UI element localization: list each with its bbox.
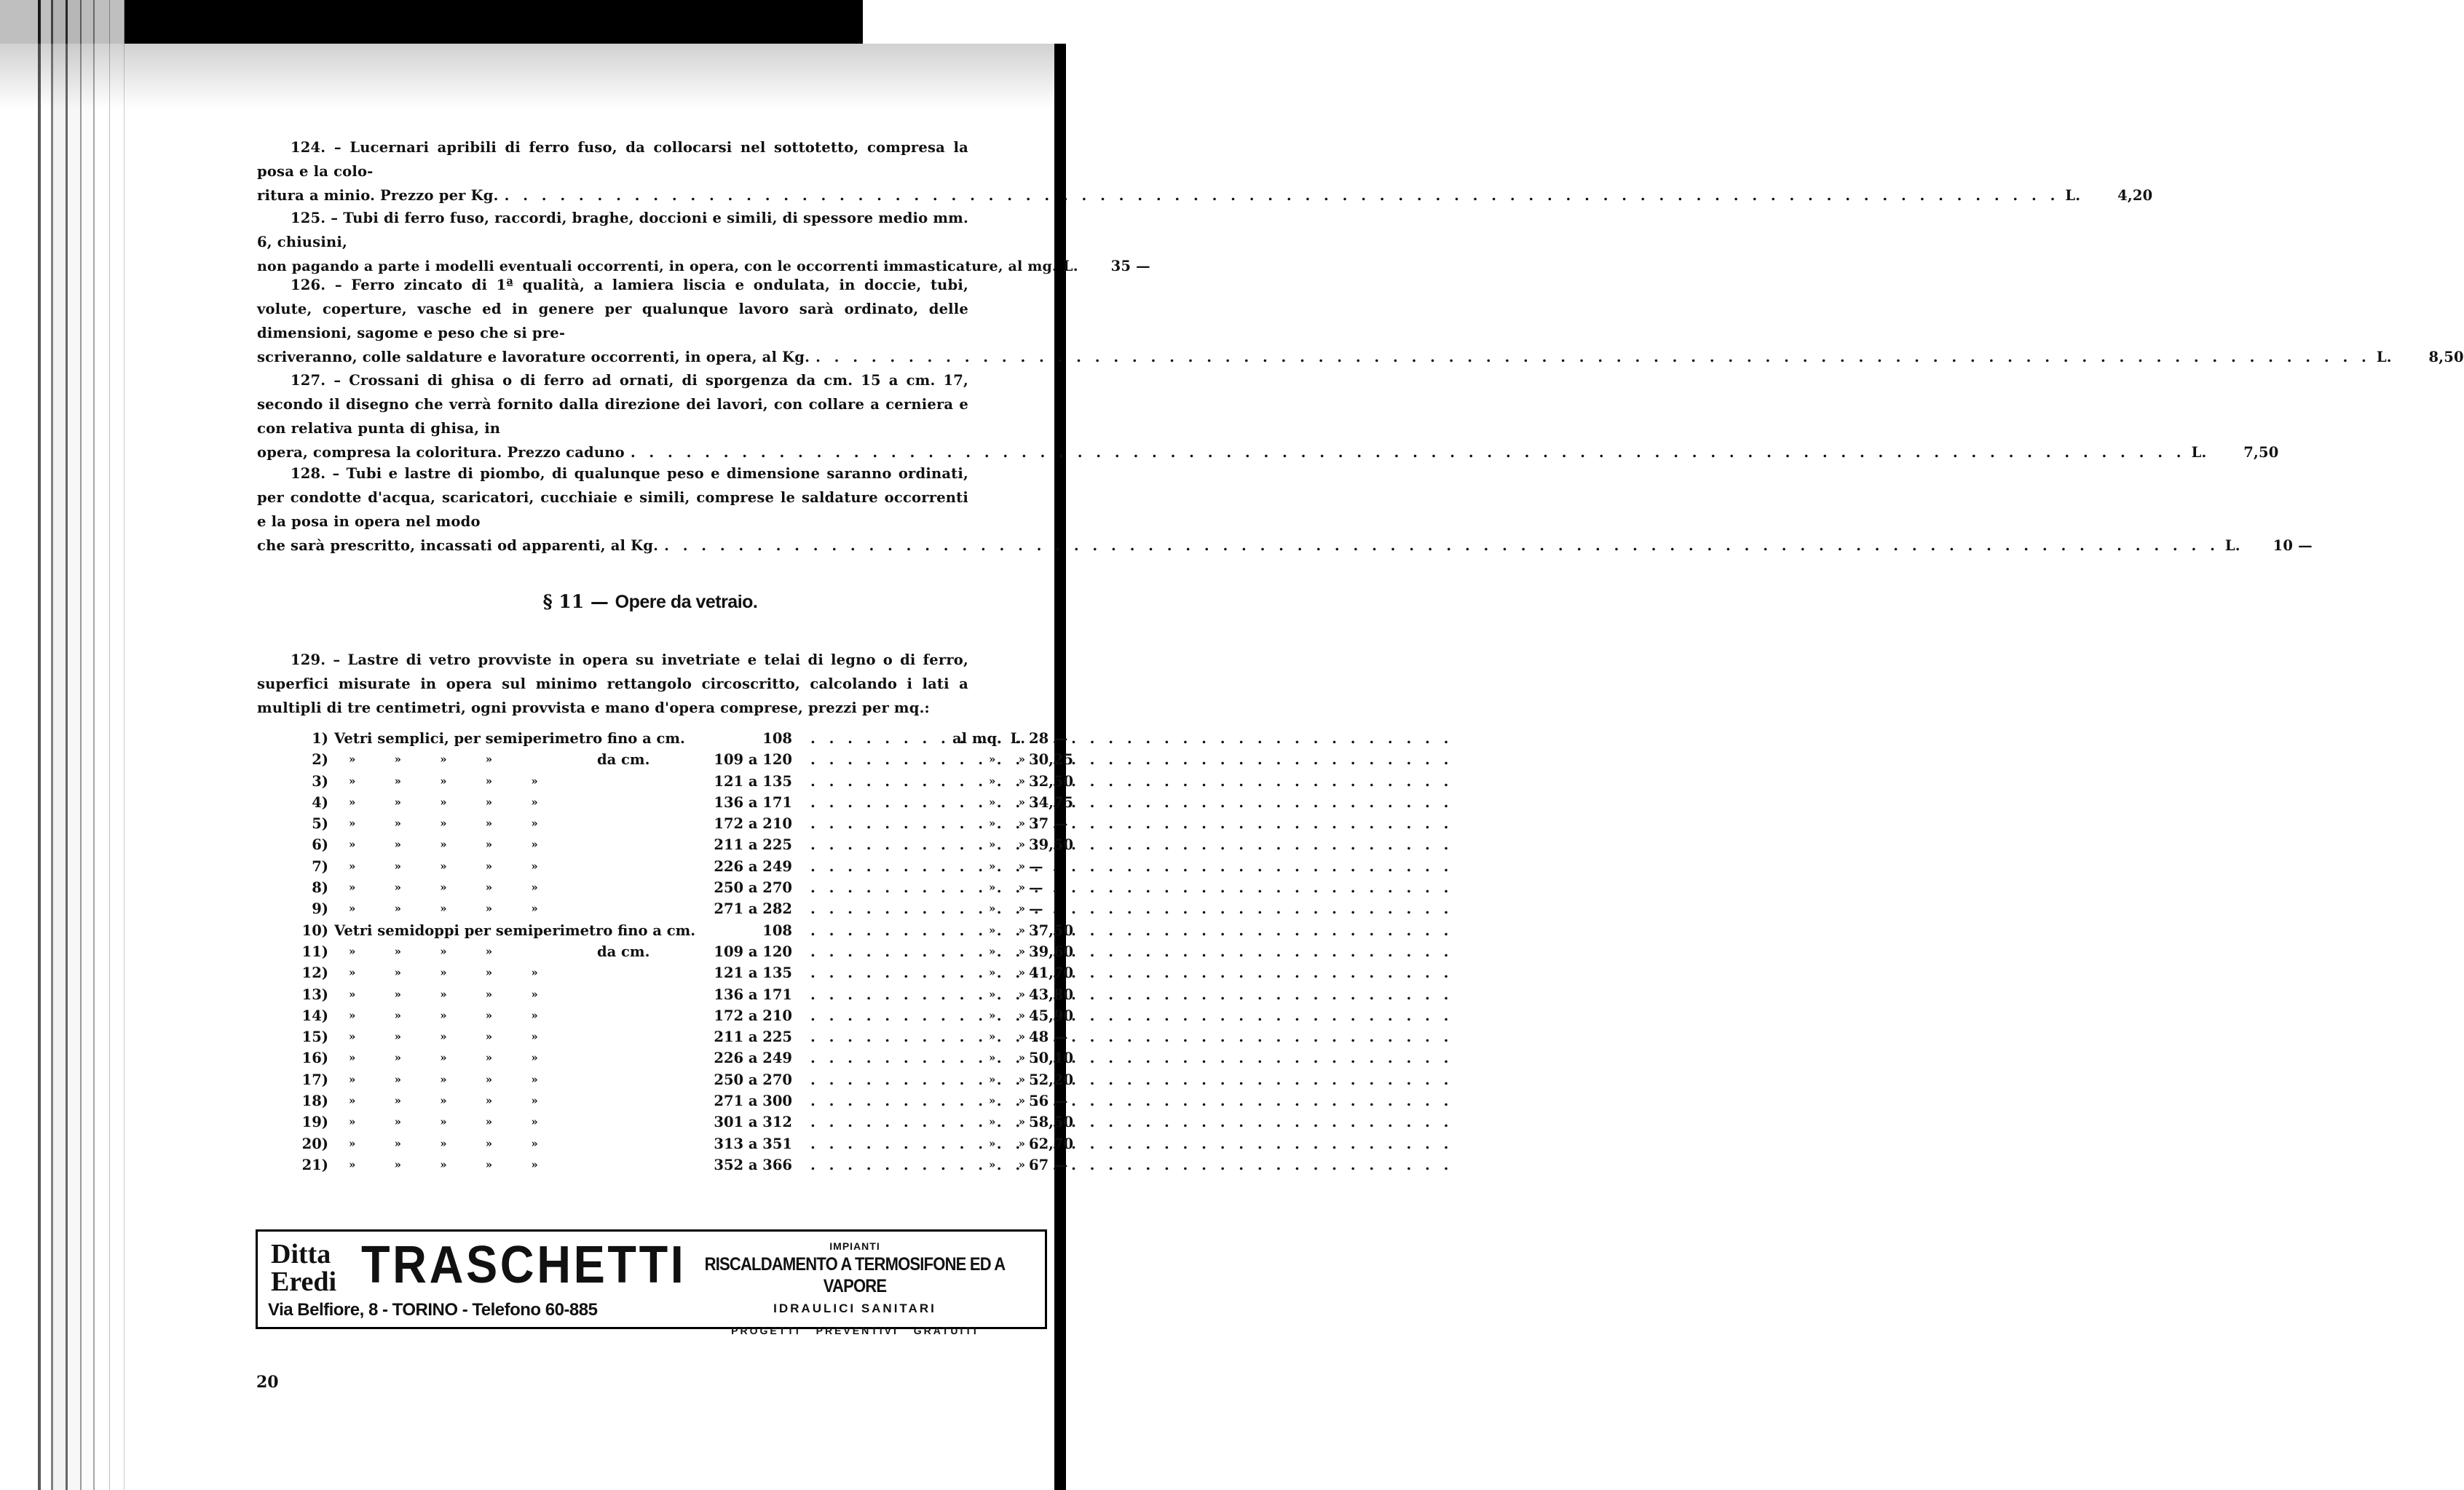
row-price: 30,25	[1029, 751, 1074, 769]
item-currency: L.	[2376, 349, 2392, 365]
item-125	[257, 206, 1150, 279]
row-unit: »	[989, 859, 996, 873]
row-range: 211 a 225	[714, 1029, 792, 1046]
row-price: —	[1029, 857, 1043, 875]
item-price: 10 —	[2273, 537, 2313, 554]
row-number: 11)	[301, 943, 328, 960]
item-last-line: opera, compresa la coloritura. Prezzo caduno	[257, 444, 625, 461]
row-currency: »	[1018, 1030, 1025, 1044]
item-last-line: ritura a minio. Prezzo per Kg.	[257, 187, 499, 204]
row-price: 62,70	[1029, 1135, 1074, 1152]
leader-dots	[816, 345, 2371, 369]
row-ditto-marks: » » » »	[349, 753, 493, 766]
leader-dots	[810, 1047, 985, 1069]
item-number: 127.	[291, 372, 326, 389]
row-currency: »	[1018, 944, 1025, 958]
row-unit: »	[989, 838, 996, 852]
row-range: 108	[762, 922, 792, 939]
leader-dots	[810, 1026, 985, 1047]
row-price: 50,10	[1029, 1050, 1074, 1067]
item-price: 35 —	[1110, 258, 1150, 274]
leader-dots	[810, 1154, 985, 1176]
leader-dots	[810, 962, 985, 983]
row-ditto-marks: » » » » »	[349, 1115, 538, 1129]
item-price-line	[257, 345, 2464, 369]
leader-dots	[664, 534, 2219, 558]
row-price: 28 —	[1029, 730, 1068, 747]
table-row	[257, 984, 1074, 1005]
table-row	[257, 749, 1074, 770]
item-currency: L.	[1062, 258, 1078, 274]
row-ditto-marks: » » » » »	[349, 1030, 538, 1044]
leader-dots	[810, 856, 985, 877]
row-ditto-marks: » » » » »	[349, 1051, 538, 1065]
row-price: 34,75	[1029, 793, 1074, 811]
row-range: 109 a 120	[714, 751, 792, 769]
row-currency: L.	[1010, 730, 1025, 747]
row-currency: »	[1018, 838, 1025, 852]
item-number: 126.	[291, 277, 326, 293]
row-unit: »	[989, 753, 996, 766]
row-ditto-marks: » » » » »	[349, 1136, 538, 1150]
row-range: 250 a 270	[714, 1071, 792, 1088]
row-currency: »	[1018, 1136, 1025, 1150]
row-unit: »	[989, 795, 996, 809]
ad-eredi: Eredi	[271, 1267, 337, 1297]
row-price: 52,20	[1029, 1071, 1074, 1088]
row-number: 14)	[301, 1007, 328, 1024]
row-unit: »	[989, 881, 996, 895]
row-currency: »	[1018, 795, 1025, 809]
row-description: Vetri semidoppi per semiperimetro fino a cm.	[334, 922, 695, 939]
advertisement-box	[256, 1229, 1047, 1336]
item-currency: L.	[2224, 537, 2240, 554]
table-row	[257, 813, 1068, 834]
row-ditto-marks: » » » » »	[349, 1157, 538, 1171]
table-row	[257, 920, 1074, 941]
leader-dots	[810, 1133, 985, 1154]
row-unit: »	[989, 774, 996, 788]
leader-dots	[810, 728, 952, 749]
section-title: Opere da vetraio.	[615, 592, 758, 612]
row-range: 136 a 171	[714, 793, 792, 811]
leader-dots	[810, 813, 985, 834]
row-number: 12)	[301, 964, 328, 982]
row-currency: »	[1018, 881, 1025, 895]
leader-dots	[810, 1111, 985, 1133]
item-body: – Lucernari apribili di ferro fuso, da collocarsi nel sottotetto, compresa la posa e la colo-	[257, 139, 968, 180]
ad-riscaldamento: RISCALDAMENTO A TERMOSIFONE ED A VAPORE	[704, 1253, 1006, 1296]
row-currency: »	[1018, 859, 1025, 873]
ad-idraulici: IDRAULICI SANITARI	[773, 1301, 936, 1315]
page-top-shadow	[0, 44, 1054, 109]
row-number: 6)	[312, 836, 328, 854]
row-number: 13)	[301, 986, 328, 1003]
row-range: 226 a 249	[714, 1050, 792, 1067]
row-ditto-marks: » » » » »	[349, 966, 538, 980]
leader-dots	[810, 1090, 985, 1111]
row-currency: »	[1018, 1094, 1025, 1108]
leader-dots	[810, 984, 985, 1005]
row-range: 172 a 210	[714, 1007, 792, 1024]
row-price: 48 —	[1029, 1029, 1068, 1046]
table-row	[257, 1047, 1074, 1069]
book-page-edges	[0, 0, 240, 1490]
item-price: 7,50	[2243, 444, 2279, 461]
table-row	[257, 1090, 1068, 1111]
row-unit: »	[989, 817, 996, 831]
row-currency: »	[1018, 753, 1025, 766]
leader-dots	[810, 898, 985, 919]
leader-dots	[505, 183, 2060, 207]
glass-price-table	[257, 728, 1074, 1176]
row-currency: »	[1018, 923, 1025, 937]
item-price: 4,20	[2117, 187, 2153, 204]
row-price: 43,80	[1029, 986, 1074, 1003]
row-ditto-marks: » » » » »	[349, 859, 538, 873]
table-row	[257, 792, 1074, 813]
item-last-line: non pagando a parte i modelli eventuali occorrenti, in opera, con le occorrenti immasticature, al mg.	[257, 258, 1057, 274]
item-126	[257, 273, 2464, 369]
item-129	[257, 648, 968, 720]
item-body: – Tubi e lastre di piombo, di qualunque peso e dimensione saranno ordinati, per condotte d'acqua, scaricatori, cucchiaie e simili, comprese le saldature occorrenti e la posa in opera nel modo	[257, 465, 968, 530]
row-number: 18)	[301, 1093, 328, 1110]
row-unit: »	[989, 966, 996, 980]
item-number: 124.	[291, 139, 326, 156]
item-body: – Tubi di ferro fuso, raccordi, braghe, doccioni e simili, di spessore medio mm. 6, chiusini,	[257, 210, 968, 250]
leader-dots	[810, 1069, 985, 1090]
row-price: 39,60	[1029, 943, 1074, 960]
row-unit: »	[989, 1051, 996, 1065]
row-unit: »	[989, 902, 996, 916]
row-number: 2)	[312, 751, 328, 769]
leader-dots	[810, 877, 985, 898]
row-description: Vetri semplici, per semiperimetro fino a cm.	[334, 730, 685, 747]
item-body: – Ferro zincato di 1ª qualità, a lamiera liscia e ondulata, in doccie, tubi, volute, coperture, vasche ed in genere per qualunque lavoro sarà ordinato, delle dimensioni, sagome e peso che si pre-	[257, 277, 968, 341]
row-unit: »	[989, 1136, 996, 1150]
row-range: 172 a 210	[714, 815, 792, 833]
row-unit: »	[989, 1094, 996, 1108]
table-row	[257, 771, 1074, 792]
item-currency: L.	[2065, 187, 2081, 204]
row-from-label: da cm.	[597, 943, 650, 960]
ad-progetti: PROGETTI PREVENTIVI GRATUITI	[731, 1325, 979, 1336]
item-last-line: che sarà prescritto, incassati od apparenti, al Kg.	[257, 537, 659, 554]
row-ditto-marks: » » » » »	[349, 987, 538, 1001]
section-heading	[257, 591, 1043, 613]
leader-dots	[810, 1005, 985, 1026]
table-row	[257, 856, 1051, 877]
row-price: 58,50	[1029, 1114, 1074, 1131]
row-unit: »	[989, 1115, 996, 1129]
item-body: – Lastre di vetro provviste in opera su invetriate e telai di legno o di ferro, superfici misurate in opera sul minimo rettangolo circoscritto, calcolando i lati a multipli di tre centimetri, ogni provvista e mano d'opera comprese, prezzi per mq.:	[257, 651, 968, 716]
table-row	[257, 728, 1068, 749]
row-number: 8)	[312, 879, 328, 897]
row-number: 15)	[301, 1029, 328, 1046]
row-currency: »	[1018, 987, 1025, 1001]
row-ditto-marks: » » » » »	[349, 881, 538, 895]
row-ditto-marks: » » » » »	[349, 1072, 538, 1086]
row-price: 37 —	[1029, 815, 1068, 833]
row-range: 121 a 135	[714, 964, 792, 982]
table-row	[257, 1133, 1074, 1154]
row-unit: »	[989, 923, 996, 937]
row-ditto-marks: » » » » »	[349, 795, 538, 809]
table-row	[257, 898, 1051, 919]
table-row	[257, 1005, 1074, 1026]
row-number: 1)	[312, 730, 328, 747]
row-unit: »	[989, 1030, 996, 1044]
leader-dots	[810, 834, 985, 855]
row-range: 271 a 282	[714, 900, 792, 918]
row-ditto-marks: » » » » »	[349, 838, 538, 852]
leader-dots	[810, 792, 985, 813]
ad-ditta-eredi	[271, 1240, 336, 1296]
row-unit: »	[989, 1072, 996, 1086]
row-currency: »	[1018, 966, 1025, 980]
row-number: 3)	[312, 772, 328, 790]
row-range: 226 a 249	[714, 857, 792, 875]
row-number: 7)	[312, 857, 328, 875]
ad-address: Via Belfiore, 8 - TORINO - Telefono 60-885	[268, 1300, 598, 1320]
row-number: 21)	[301, 1156, 328, 1173]
row-currency: »	[1018, 1157, 1025, 1171]
row-number: 10)	[301, 922, 328, 939]
row-unit: »	[989, 944, 996, 958]
section-symbol: § 11 —	[542, 591, 609, 612]
item-body: – Crossani di ghisa o di ferro ad ornati, di sporgenza da cm. 15 a cm. 17, secondo il disegno che verrà fornito dalla direzione dei lavori, con collare a cerniera e con relativa punta di ghisa, in	[257, 372, 968, 437]
row-ditto-marks: » » » »	[349, 944, 493, 958]
leader-dots	[810, 941, 985, 962]
table-row	[257, 1026, 1068, 1047]
row-ditto-marks: » » » » »	[349, 1094, 538, 1108]
table-row	[257, 962, 1074, 983]
leader-dots	[810, 920, 985, 941]
ad-services	[673, 1240, 1037, 1336]
item-last-line: scriveranno, colle saldature e lavorature occorrenti, in opera, al Kg.	[257, 349, 810, 365]
row-currency: »	[1018, 1008, 1025, 1022]
table-row	[257, 1069, 1074, 1090]
item-price-line	[257, 534, 2313, 558]
row-currency: »	[1018, 902, 1025, 916]
item-number: 128.	[291, 465, 326, 482]
row-currency: »	[1018, 774, 1025, 788]
row-currency: »	[1018, 1072, 1025, 1086]
table-row	[257, 941, 1074, 962]
row-range: 108	[762, 730, 792, 747]
row-currency: »	[1018, 817, 1025, 831]
table-row	[257, 1154, 1068, 1176]
row-number: 4)	[312, 793, 328, 811]
row-range: 352 a 366	[714, 1156, 792, 1173]
row-price: 32,50	[1029, 772, 1074, 790]
row-range: 211 a 225	[714, 836, 792, 854]
row-price: 56 —	[1029, 1093, 1068, 1110]
row-from-label: da cm.	[597, 751, 650, 769]
row-number: 16)	[301, 1050, 328, 1067]
row-range: 313 a 351	[714, 1135, 792, 1152]
row-unit: al mq.	[952, 730, 1002, 747]
row-price: 67 —	[1029, 1156, 1068, 1173]
ad-ditta: Ditta	[271, 1239, 331, 1269]
row-number: 19)	[301, 1114, 328, 1131]
row-range: 301 a 312	[714, 1114, 792, 1131]
row-ditto-marks: » » » » »	[349, 817, 538, 831]
item-124	[257, 135, 2153, 207]
row-range: 250 a 270	[714, 879, 792, 897]
table-row	[257, 1111, 1074, 1133]
row-currency: »	[1018, 1051, 1025, 1065]
row-price: 45,90	[1029, 1007, 1074, 1024]
row-price: —	[1029, 900, 1043, 918]
row-ditto-marks: » » » » »	[349, 1008, 538, 1022]
row-number: 17)	[301, 1071, 328, 1088]
row-price: 37,50	[1029, 922, 1074, 939]
leader-dots	[810, 771, 985, 792]
row-range: 271 a 300	[714, 1093, 792, 1110]
row-range: 109 a 120	[714, 943, 792, 960]
ad-impianti: IMPIANTI	[829, 1240, 880, 1252]
table-row	[257, 834, 1074, 855]
row-price: 41,70	[1029, 964, 1074, 982]
row-ditto-marks: » » » » »	[349, 902, 538, 916]
item-price: 8,50	[2428, 349, 2464, 365]
row-unit: »	[989, 1157, 996, 1171]
row-ditto-marks: » » » » »	[349, 774, 538, 788]
item-currency: L.	[2191, 444, 2207, 461]
page-number: 20	[256, 1373, 279, 1392]
row-range: 136 a 171	[714, 986, 792, 1003]
row-currency: »	[1018, 1115, 1025, 1129]
row-range: 121 a 135	[714, 772, 792, 790]
table-row	[257, 877, 1051, 898]
row-price: 39,50	[1029, 836, 1074, 854]
item-127	[257, 368, 2279, 464]
item-price-line	[257, 183, 2153, 207]
row-unit: »	[989, 1008, 996, 1022]
row-number: 9)	[312, 900, 328, 918]
row-number: 5)	[312, 815, 328, 833]
item-number: 129.	[291, 651, 326, 668]
leader-dots	[810, 749, 985, 770]
item-128	[257, 461, 2313, 558]
ad-company-name: TRASCHETTI	[361, 1236, 687, 1294]
row-price: —	[1029, 879, 1043, 897]
item-number: 125.	[291, 210, 326, 226]
row-unit: »	[989, 987, 996, 1001]
row-number: 20)	[301, 1135, 328, 1152]
